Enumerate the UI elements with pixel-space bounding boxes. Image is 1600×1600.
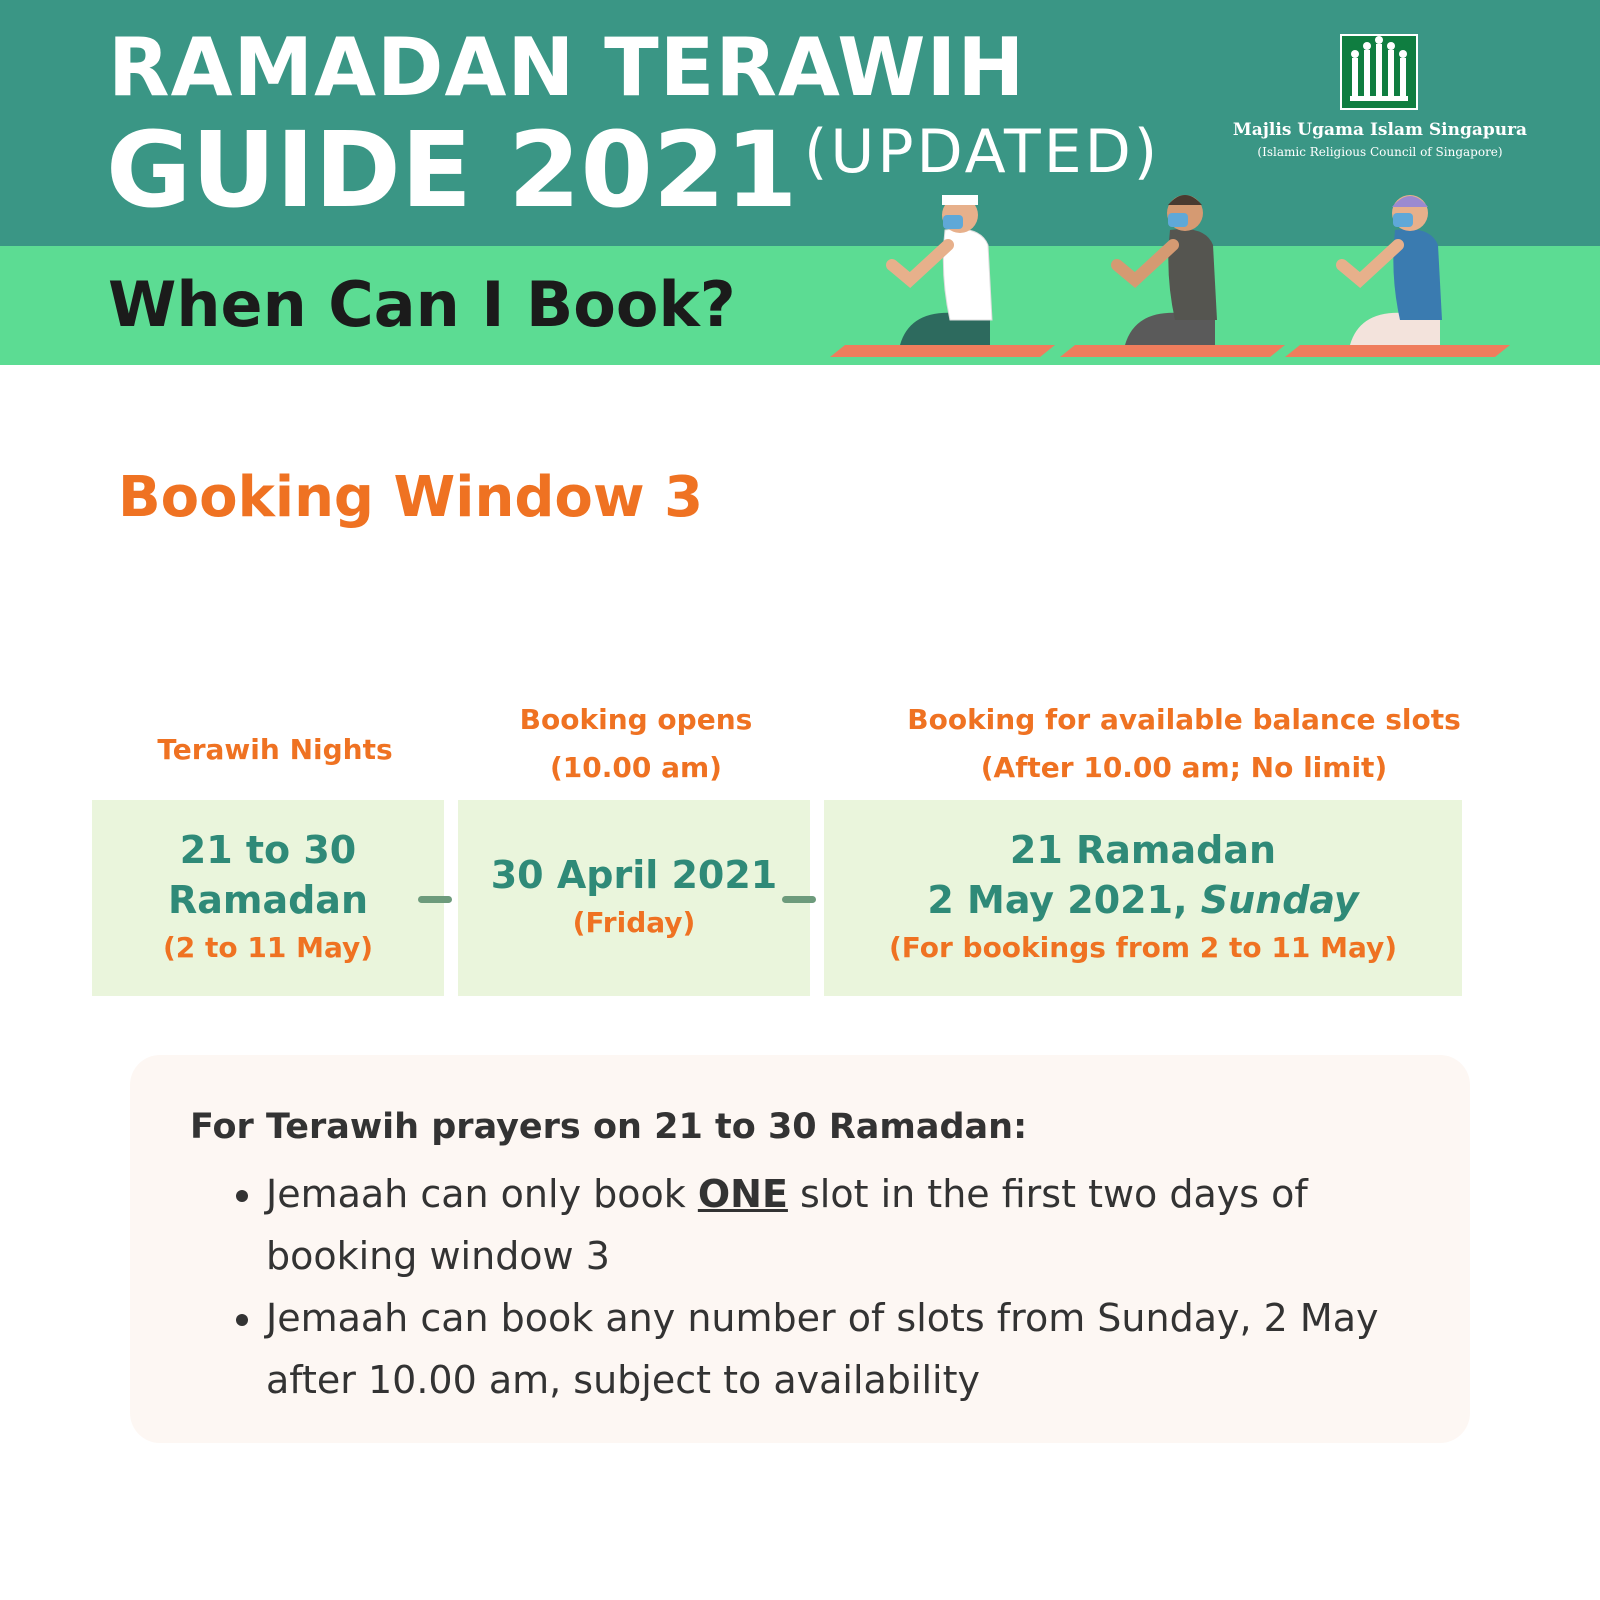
header-terawih-nights: Terawih Nights — [157, 733, 393, 766]
cell3-line2-date: 2 May 2021, — [927, 878, 1201, 922]
bullet1-post: slot in the first two days of booking window 3 — [266, 1172, 1308, 1278]
info-list — [190, 1163, 1466, 1411]
cell1-note: (2 to 11 May) — [162, 931, 374, 964]
cell2-line1: 30 April 2021 — [490, 853, 778, 897]
cell3-note: (For bookings from 2 to 11 May) — [888, 931, 1398, 964]
header-balance-slots-note: (After 10.00 am; No limit) — [980, 751, 1388, 784]
title-line2: GUIDE 2021 — [106, 109, 798, 231]
cell1-line1: 21 to 30 — [179, 828, 357, 872]
title-suffix: (UPDATED) — [804, 117, 1161, 187]
connector-line — [418, 896, 452, 903]
info-box — [130, 1055, 1470, 1443]
cell3-line2 — [927, 875, 1358, 925]
list-item: • Jemaah can book any number of slots from Sunday, 2 May after 10.00 am, subject to availability — [266, 1287, 1466, 1411]
bullet1-emphasis: ONE — [697, 1172, 788, 1216]
cell-booking-opens — [458, 800, 810, 996]
logo-name: Majlis Ugama Islam Singapura — [1232, 120, 1528, 140]
cell-balance-slots — [824, 800, 1462, 996]
cell2-note: (Friday) — [572, 906, 696, 939]
connector-line — [782, 896, 816, 903]
title-line1: RAMADAN TERAWIH — [108, 21, 1026, 114]
info-heading: For Terawih prayers on 21 to 30 Ramadan: — [190, 1107, 1028, 1147]
praying-figures-illustration — [830, 185, 1530, 370]
cell-terawih-nights — [92, 800, 444, 996]
section-heading: Booking Window 3 — [118, 465, 704, 530]
header-booking-opens: Booking opens — [519, 703, 753, 736]
cell3-line1: 21 Ramadan — [1009, 828, 1277, 872]
muis-logo-icon — [1340, 34, 1418, 110]
logo-subtitle: (Islamic Religious Council of Singapore) — [1257, 145, 1503, 159]
bullet1-pre: Jemaah can only book — [266, 1172, 698, 1216]
header-balance-slots: Booking for available balance slots — [907, 703, 1461, 736]
subtitle: When Can I Book? — [108, 268, 736, 341]
cell3-line2-day: Sunday — [1200, 878, 1359, 922]
header-booking-opens-time: (10.00 am) — [550, 751, 722, 784]
cell1-line2: Ramadan — [167, 878, 369, 922]
list-item — [266, 1163, 1466, 1287]
